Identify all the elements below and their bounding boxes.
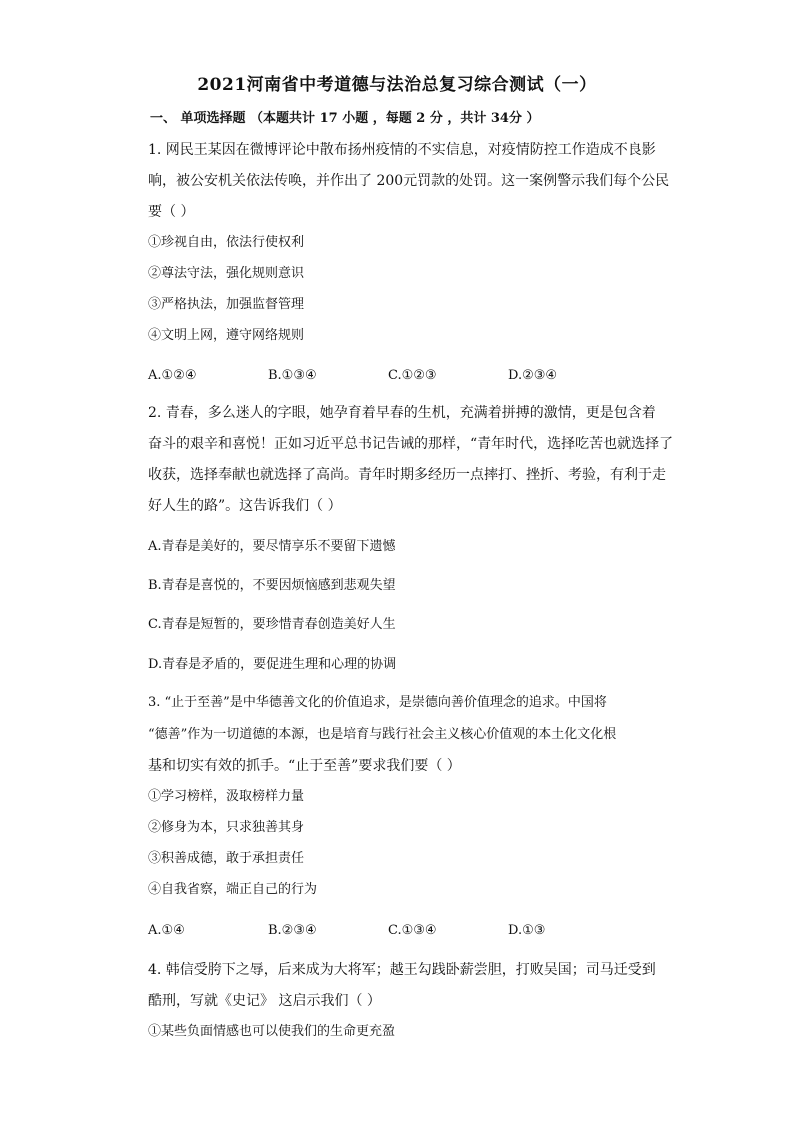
question-2-stem-line: 2. 青春，多么迷人的字眼，她孕育着早春的生机，充满着拼搏的激情，更是包含着 <box>148 405 656 421</box>
question-1-statement: ③严格执法，加强监督管理 <box>148 297 305 312</box>
question-1-choice-c[interactable]: C.①②③ <box>388 368 437 383</box>
question-3-statement: ②修身为本，只求独善其身 <box>148 820 305 835</box>
question-2-choice-c[interactable]: C.青春是短暂的，要珍惜青春创造美好人生 <box>148 617 396 632</box>
question-1-stem-line: 1. 网民王某因在微博评论中散布扬州疫情的不实信息，对疫情防控工作造成不良影 <box>148 142 656 158</box>
question-1-statement: ④文明上网，遵守网络规则 <box>148 328 305 343</box>
question-2-choice-b[interactable]: B.青春是喜悦的，不要因烦恼感到悲观失望 <box>148 578 396 593</box>
question-3-choice-d[interactable]: D.①③ <box>508 923 546 938</box>
question-3-stem-line: 3. “止于至善”是中华德善文化的价值追求，是崇德向善价值理念的追求。中国将 <box>148 695 607 710</box>
question-1-choice-d[interactable]: D.②③④ <box>508 368 558 383</box>
question-1-statement: ②尊法守法，强化规则意识 <box>148 266 305 281</box>
question-3-choice-a[interactable]: A.①④ <box>148 923 185 938</box>
question-1-stem-line: 响，被公安机关依法传唤，并作出了 200元罚款的处罚。这一案例警示我们每个公民 <box>148 173 670 189</box>
question-1-choice-b[interactable]: B.①③④ <box>268 368 317 383</box>
question-3-stem-line: “德善”作为一切道德的本源，也是培育与践行社会主义核心价值观的本土化文化根 <box>148 727 617 742</box>
question-2-choice-a[interactable]: A.青春是美好的，要尽情享乐不要留下遗憾 <box>148 539 396 554</box>
question-3-choice-b[interactable]: B.②③④ <box>268 923 317 938</box>
question-3-choice-c[interactable]: C.①③④ <box>388 923 437 938</box>
question-4-stem-line: 4. 韩信受胯下之辱，后来成为大将军；越王勾践卧薪尝胆，打败吴国；司马迁受到 <box>148 962 656 978</box>
question-1-statement: ①珍视自由，依法行使权利 <box>148 235 305 250</box>
question-2-stem-line: 好人生的路”。这告诉我们（ ） <box>148 498 342 514</box>
question-2-stem-line: 奋斗的艰辛和喜悦！正如习近平总书记告诫的那样，“青年时代，选择吃苦也就选择了 <box>148 436 674 452</box>
exam-title: 2021河南省中考道德与法治总复习综合测试（一） <box>197 75 597 95</box>
question-2-choice-d[interactable]: D.青春是矛盾的，要促进生理和心理的协调 <box>148 657 397 672</box>
question-3-stem-line: 基和切实有效的抓手。“止于至善”要求我们要（ ） <box>148 758 461 774</box>
question-2-stem-line: 收获，选择奉献也就选择了高尚。青年时期多经历一点摔打、挫折、考验，有利于走 <box>148 467 666 483</box>
question-3-statement: ④自我省察，端正自己的行为 <box>148 882 318 897</box>
question-1-stem-line: 要（ ） <box>148 204 195 220</box>
question-3-statement: ①学习榜样，汲取榜样力量 <box>148 789 305 804</box>
section-heading: 一、 单项选择题 （本题共计 17 小题 ，每题 2 分 ，共计 34分 ） <box>150 111 540 126</box>
question-4-stem-line: 酷刑，写就《史记》 这启示我们（ ） <box>148 993 381 1009</box>
question-1-choice-a[interactable]: A.①②④ <box>148 368 197 383</box>
question-3-statement: ③积善成德，敢于承担责任 <box>148 851 305 866</box>
question-4-statement: ①某些负面情感也可以使我们的生命更充盈 <box>148 1024 396 1039</box>
